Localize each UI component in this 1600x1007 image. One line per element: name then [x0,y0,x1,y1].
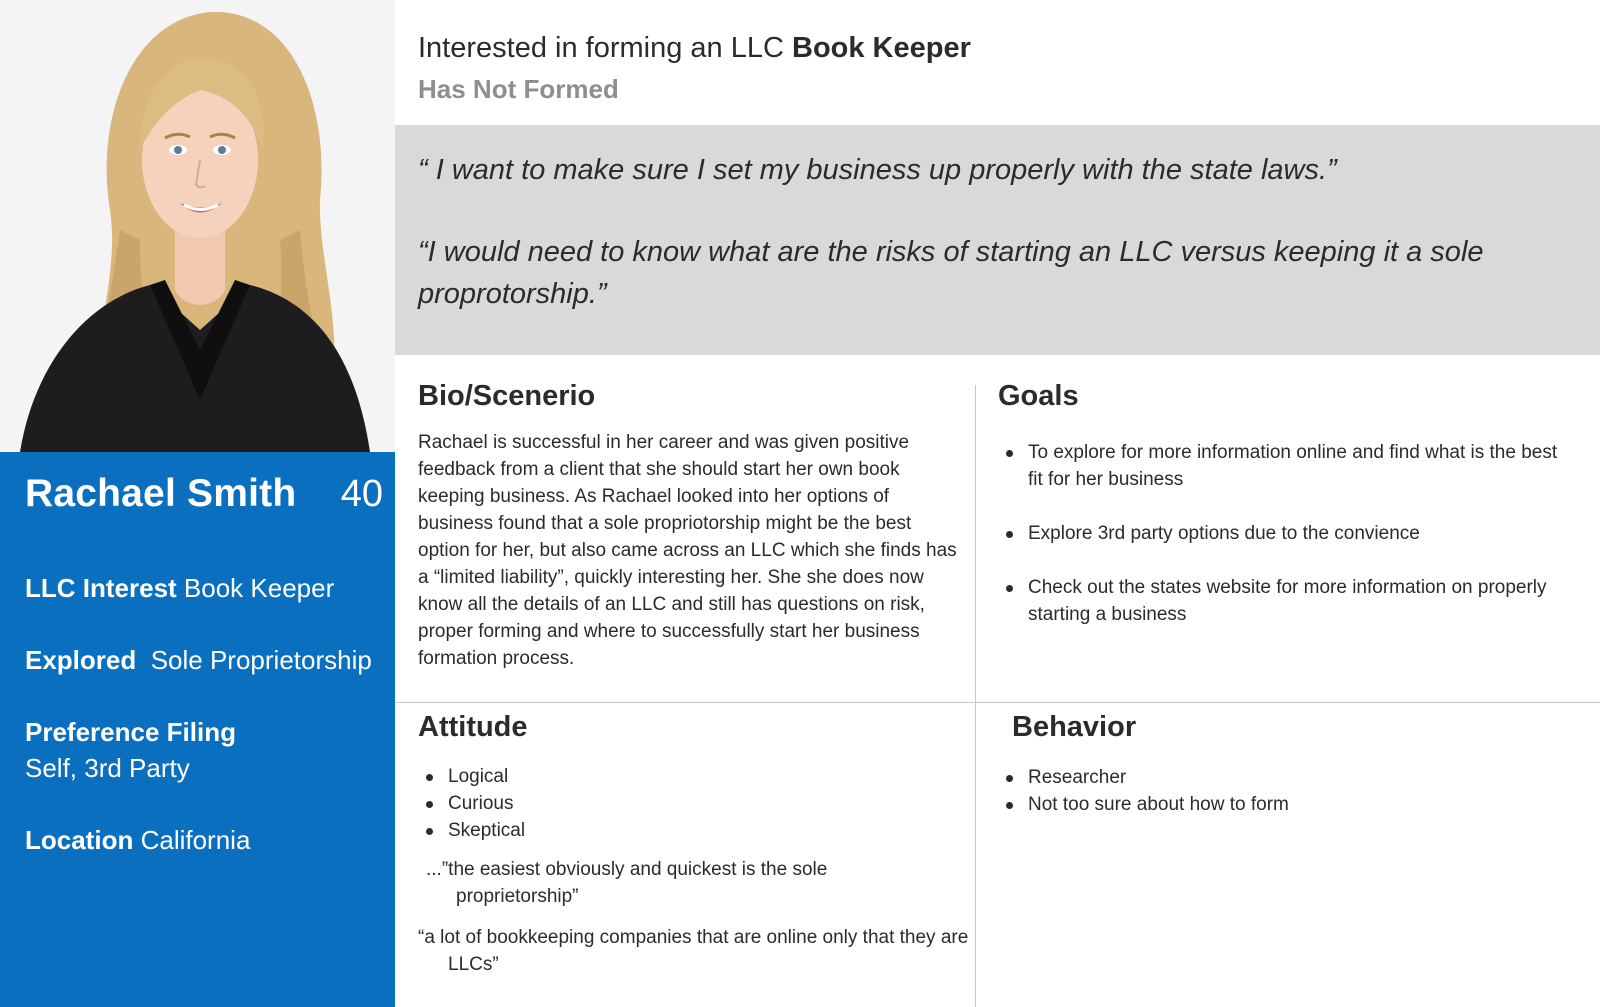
bio-title: Bio/Scenerio [418,380,596,412]
fact-value: California [140,825,251,855]
list-item: Not too sure about how to form [998,791,1558,818]
persona-name: Rachael Smith [25,472,297,515]
fact-value: Sole Proprietorship [150,645,372,675]
page-title [418,32,971,65]
list-item: Logical [418,763,938,790]
attitude-title: Attitude [418,711,528,743]
attitude-quote-1: ...”the easiest obviously and quickest is the sole proprietorship” [426,859,828,907]
goals-list [998,439,1558,655]
attitude-list [418,763,938,844]
quote-1: “ I want to make sure I set my business up properly with the state laws.” [418,154,1337,186]
fact-label: Location [25,825,134,855]
portrait-photo [0,0,395,452]
fact-location [25,822,390,858]
list-item: To explore for more information online and find what is the best fit for her business [998,439,1558,493]
profile-panel [0,452,395,1007]
fact-value: Self, 3rd Party [25,753,190,783]
row-divider [395,702,1600,703]
bio-text: Rachael is successful in her career and was given positive feedback from a client that she should start her own book keeping business. As Rachael looked into her options of business found that a sole propriotorship might be the best option for her, but also came across an LLC which she finds has a “limited liability”, quickly interesting her. She she does now know all the details of an LLC and still has questions on risk, proper forming and where to successfully start her business formation process. [418,432,957,669]
fact-label: Preference Filing [25,717,236,747]
quote-2: “I would need to know what are the risks of starting an LLC versus keeping it a sole proprotorship.” [418,236,1484,310]
persona-age: 40 [340,473,383,515]
quote-band [395,125,1600,355]
fact-label: Explored [25,645,137,675]
persona-facts [25,570,390,894]
fact-value: Book Keeper [183,573,335,603]
title-prefix: Interested in forming an LLC [418,32,784,64]
list-item: Check out the states website for more information on properly starting a business [998,574,1558,628]
attitude-quote-2: “a lot of bookkeeping companies that are online only that they are LLCs” [418,927,969,975]
persona-sidebar [0,0,395,1007]
behavior-title: Behavior [1012,711,1137,743]
fact-preference-filing [25,714,390,786]
fact-llc-interest [25,570,390,606]
title-strong: Book Keeper [792,32,971,64]
status-label: Has Not Formed [418,74,619,104]
goals-title: Goals [998,380,1079,412]
fact-label: LLC Interest [25,573,177,603]
list-item: Researcher [998,764,1558,791]
list-item: Explore 3rd party options due to the convience [998,520,1558,547]
list-item: Curious [418,790,938,817]
fact-explored [25,642,390,678]
list-item: Skeptical [418,817,938,844]
column-divider [975,385,976,1007]
behavior-list [998,764,1558,818]
name-row [25,472,385,516]
